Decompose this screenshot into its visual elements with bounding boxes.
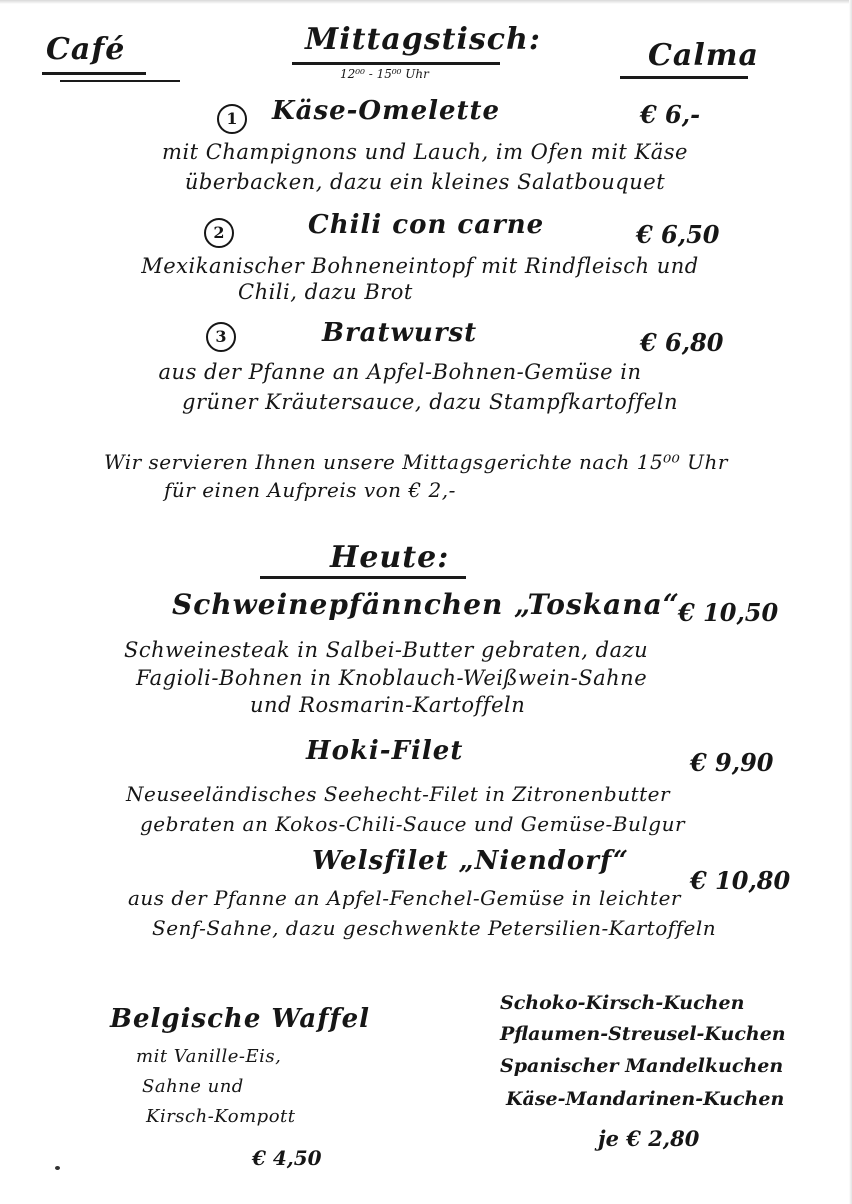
item-number-badge: 3 [206,322,236,352]
dish-price: € 9,90 [690,748,774,777]
dish-description-line: Chili, dazu Brot [238,280,413,304]
cafe-underline [42,72,146,75]
dish-description-line: aus der Pfanne an Apfel-Bohnen-Gemüse in [158,360,642,384]
dessert-description-line: Kirsch-Kompott [146,1106,296,1127]
today-heading: Heute: [330,540,450,575]
today-underline [260,576,466,579]
dessert-price: € 4,50 [252,1146,322,1170]
cafe-name: Calma [648,38,759,73]
dish-description-line: Senf-Sahne, dazu geschwenkte Petersilien-Kartoffeln [152,916,717,940]
dish-name: Hoki-Filet [306,736,464,766]
dish-description-line: Schweinesteak in Salbei-Butter gebraten, dazu [124,638,649,662]
cake-item: Schoko-Kirsch-Kuchen [500,992,745,1014]
cake-price: je € 2,80 [598,1126,700,1151]
dish-name: Bratwurst [322,318,478,348]
dessert-description-line: mit Vanille-Eis, [136,1046,282,1067]
dish-price: € 6,- [640,100,701,129]
dish-name: Chili con carne [308,210,545,240]
dish-description-line: grüner Kräutersauce, dazu Stampfkartoffeln [182,390,678,414]
dish-name: Käse-Omelette [272,96,501,126]
item-number-badge: 2 [204,218,234,248]
surcharge-note: Wir servieren Ihnen unsere Mittagsgerichte nach 15⁰⁰ Uhr [104,450,728,474]
dish-description-line: gebraten an Kokos-Chili-Sauce und Gemüse-Bulgur [140,812,686,836]
cafe-underline-2 [60,80,180,82]
dish-description-line: Mexikanischer Bohneneintopf mit Rindfleisch und [141,254,699,278]
surcharge-note: für einen Aufpreis von € 2,- [164,478,456,502]
dish-price: € 6,80 [640,328,724,357]
dish-price: € 10,80 [690,866,791,895]
cake-item: Käse-Mandarinen-Kuchen [506,1088,785,1110]
dish-name: Welsfilet „Niendorf“ [312,846,629,876]
title-underline [292,62,500,65]
dessert-name: Belgische Waffel [110,1004,370,1034]
dish-description-line: mit Champignons und Lauch, im Ofen mit Käse [162,140,688,164]
dish-description-line: Fagioli-Bohnen in Knoblauch-Weißwein-Sahne [136,666,648,690]
opening-hours: 12⁰⁰ - 15⁰⁰ Uhr [340,67,429,81]
page-title: Mittagstisch: [305,22,541,57]
dish-name: Schweinepfännchen „Toskana“ [172,588,680,621]
item-number-badge: 1 [217,104,247,134]
dessert-description-line: Sahne und [142,1076,244,1097]
dish-description-line: überbacken, dazu ein kleines Salatbouquet [184,170,666,194]
cake-item: Spanischer Mandelkuchen [500,1055,784,1077]
cafe-name-underline [620,76,748,79]
dish-price: € 6,50 [636,220,720,249]
dish-description-line: und Rosmarin-Kartoffeln [250,693,526,717]
dish-description-line: aus der Pfanne an Apfel-Fenchel-Gemüse in leichter [128,886,681,910]
cake-item: Pflaumen-Streusel-Kuchen [500,1023,786,1045]
dish-price: € 10,50 [678,598,779,627]
dish-description-line: Neuseeländisches Seehecht-Filet in Zitronenbutter [126,782,671,806]
scan-edge [0,0,852,4]
cafe-label: Café [46,32,126,67]
ink-smudge [55,1166,60,1170]
